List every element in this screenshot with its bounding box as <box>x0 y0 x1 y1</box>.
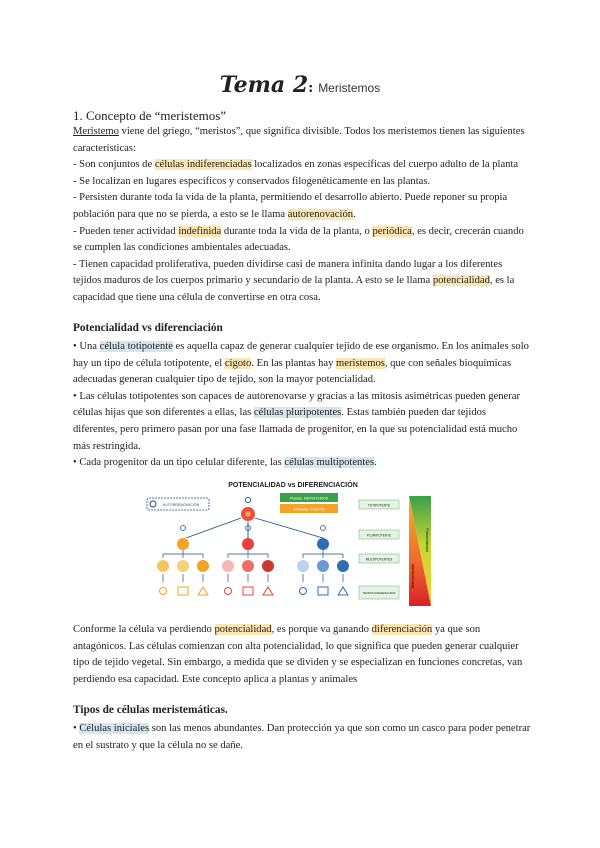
bullet-3-text-a: - Persisten durante toda la vida de la planta, permitiendo el desarrollo abierto. Puede reponer su propia población para que no se pierda, a esto se le llama <box>73 192 508 220</box>
label-pluripotente: PLURIPOTENTE <box>366 533 392 538</box>
title-main: Tema 2 <box>219 72 309 98</box>
label-multipotente: MULTIPOTENTES <box>365 557 393 562</box>
arrow-left <box>186 518 241 538</box>
highlight-celulas-multipotentes: células multipotentes <box>284 457 375 469</box>
p3-text-b: . <box>374 457 377 469</box>
label-totipotente: TOTIPOTENTE <box>367 503 391 508</box>
section-concepto-body <box>73 124 533 307</box>
renew-icon-left <box>181 526 186 531</box>
paragraph-totipotente <box>73 339 533 389</box>
section-antagonicos-body <box>73 622 533 688</box>
p1-text-d: , que con señales bioquímicas adecuadas generan cualquier tipo de tejido, son la mayor potencialidad. <box>73 357 512 386</box>
section-heading-tipos: Tipos de células meristemáticas. <box>73 704 228 716</box>
label-diferenciacion: Diferenciación <box>411 563 415 589</box>
p1-text-b: es aquella capaz de generar cualquier tejido de ese organismo. En los animales solo hay un tipo de célula totipotente, el <box>73 341 529 369</box>
highlight-celulas-pluripotentes: células pluripotentes <box>253 407 342 419</box>
bullet-2: - Se localizan en lugares específicos y conservados filogenéticamente en las plantas. <box>73 175 431 187</box>
multipotent-cell-4 <box>222 560 234 572</box>
down-arrows <box>163 574 343 582</box>
plantas-label: Plantas: MERISTEMOS <box>289 496 329 501</box>
title-colon: : <box>308 80 319 96</box>
page-title <box>0 72 600 98</box>
multipotent-cell-5 <box>242 560 254 572</box>
highlight-autorenovacion: autorenovación <box>287 208 354 220</box>
bullet-5 <box>73 257 533 307</box>
p2-text-a: • Las células totipotentes son capaces de autorenovarse y gracias a las mitosis asimétricas pueden generar células hijas que son diferentes a ellas, las <box>73 390 521 419</box>
multipotent-cell-8 <box>317 560 329 572</box>
multipotent-cell-7 <box>297 560 309 572</box>
bullet-4-text-a: - Pueden tener actividad <box>73 225 179 237</box>
pluripotent-cell-orange <box>177 538 189 550</box>
p2-text-b: . Estas también pueden dar tejidos diferentes, pero primero pasan por una fase llamada de progenitor, en la que su potencialidad está mucho más restringida. <box>73 407 518 452</box>
highlight-diferenciacion: diferenciación <box>371 624 433 635</box>
animales-label: Animales: CIGOTO <box>293 507 325 512</box>
renew-icon-right <box>321 526 326 531</box>
multipotent-cell-3 <box>197 560 209 572</box>
bullet-1 <box>73 157 533 174</box>
term-meristemo: Meristemo <box>73 126 119 137</box>
s3-text-a: Conforme la célula va perdiendo <box>73 624 215 635</box>
diagram-title: POTENCIALIDAD vs DIFERENCIACIÓN <box>228 482 358 489</box>
highlight-meristemos: meristemos <box>336 357 385 369</box>
bullet-4-text-c: , es decir, crecerán cuando se cumplen las condiciones ambientales adecuadas. <box>73 225 524 254</box>
branch-lines <box>163 550 343 558</box>
totipotent-nucleus <box>245 511 251 517</box>
highlight-potencialidad-2: potencialidad <box>214 624 272 635</box>
bullet-5-text-b: , es la capacidad que tiene una célula de convertirse en otra cosa. <box>73 275 515 303</box>
multipotent-cell-1 <box>157 560 169 572</box>
multipotent-cell-2 <box>177 560 189 572</box>
arrow-right <box>255 518 323 538</box>
bullet-4 <box>73 224 533 257</box>
highlight-celula-totipotente: célula totipotente <box>99 341 173 352</box>
potencialidad-diagram <box>143 478 445 614</box>
bullet-3 <box>73 190 533 223</box>
title-sub: Meristemos <box>318 81 381 95</box>
pluripotent-cell-red <box>242 538 254 550</box>
s3-text-c: ya que son antagónicos. Las células comienzan con alta potencialidad, lo que significa que pueden generar cualquier tipo de tejido vegetal. Sin embargo, a medida que se dividen y se especializan en funciones concretas, van perdiendo esa capacidad. Este concepto aplica a plantas y animales <box>73 624 523 685</box>
top-renew-icon <box>245 497 250 502</box>
bullet-1-text-b: localizados en zonas específicas del cuerpo adulto de la planta <box>251 159 519 171</box>
p3-text-a: • Cada progenitor da un tipo celular diferente, las <box>73 457 285 469</box>
multipotent-cell-6 <box>262 560 274 572</box>
paragraph-multipotente <box>73 455 533 472</box>
paragraph-antagonicos <box>73 622 533 688</box>
section-tipos-body <box>73 721 533 754</box>
bullet-1-text-a: - Son conjuntos de <box>73 159 155 171</box>
highlight-indefinida: indefinida <box>178 225 222 237</box>
highlight-celulas-iniciales: Células iniciales <box>79 723 150 734</box>
s4-text-b: son las menos abundantes. Dan protección ya que son como un casco para poder penetrar en el sustrato y que la célula no se dañe. <box>73 723 531 751</box>
highlight-celulas-indiferenciadas: células indiferenciadas <box>154 159 252 171</box>
paragraph-pluripotente <box>73 389 533 455</box>
multipotent-cell-9 <box>337 560 349 572</box>
s4-text-a: • <box>73 723 80 734</box>
section-heading-concepto: 1. Concepto de “meristemos” <box>73 108 227 123</box>
paragraph-intro <box>73 124 533 157</box>
paragraph-celulas-iniciales <box>73 721 533 754</box>
highlight-cigoto: cigoto <box>224 357 252 369</box>
bullet-5-text-a: - Tienen capacidad proliferativa, pueden dividirse casi de manera infinita dando lugar a los diferentes tejidos maduros de los cuerpos primario y secundario de la planta. A esto se le llama <box>73 258 503 287</box>
bullet-3-text-b: . <box>353 208 356 220</box>
label-tejidos: TEJIDOS DIFERENCIADOS <box>362 592 396 595</box>
highlight-potencialidad: potencialidad <box>432 275 490 287</box>
p1-text-c: . En las plantas hay <box>251 357 337 369</box>
highlight-periodica: periódica <box>372 225 412 237</box>
label-potencialidad: Potencialidad <box>425 528 429 552</box>
s3-text-b: , es porque va ganando <box>271 624 372 635</box>
autorenovacion-label: AUTORRENOVACIÓN <box>162 503 200 507</box>
section-potencialidad-body <box>73 339 533 472</box>
p1-text-a: • Una <box>73 341 100 352</box>
intro-text: viene del griego, “meristos”, que significa divisible. Todos los meristemos tienen las siguientes características: <box>73 126 525 154</box>
section-heading-potencialidad: Potencialidad vs diferenciación <box>73 322 223 334</box>
tissue-shapes <box>160 587 349 595</box>
stage-labels <box>359 500 399 599</box>
pluripotent-cell-blue <box>317 538 329 550</box>
bullet-4-text-b: durante toda la vida de la planta, o <box>221 225 373 237</box>
